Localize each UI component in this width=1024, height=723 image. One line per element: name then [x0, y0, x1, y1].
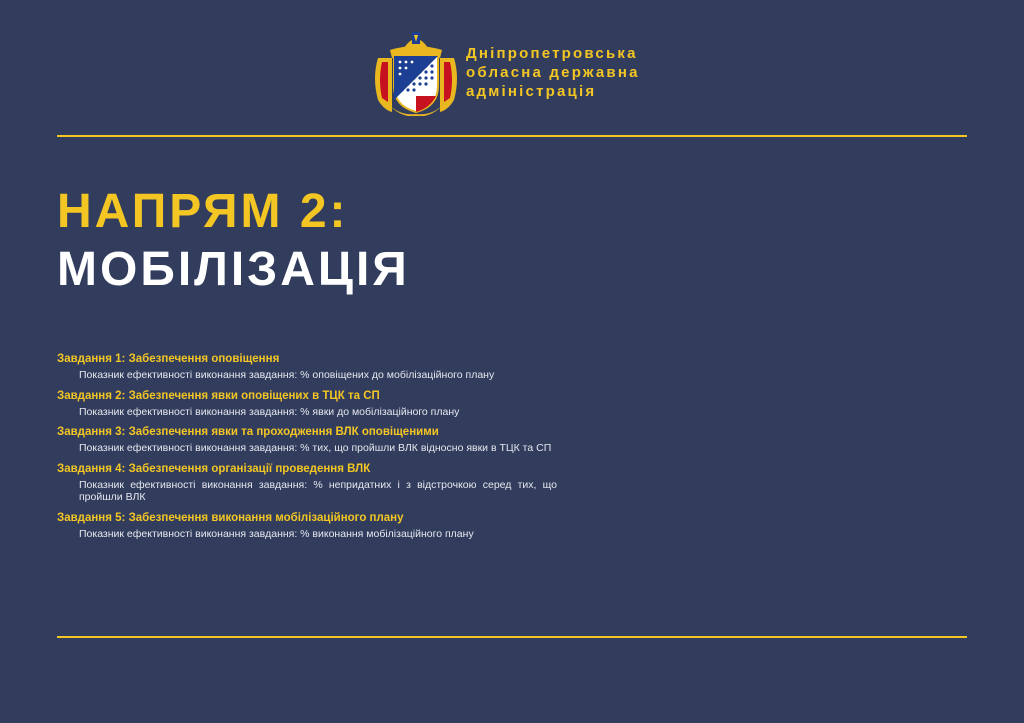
task-item: [57, 389, 557, 419]
task-title: Завдання 3: Забезпечення явки та проходження ВЛК оповіщеними: [57, 426, 439, 438]
organization-name-line-2: обласна державна: [466, 63, 640, 81]
organization-name-line-1: Дніпропетровська: [466, 44, 638, 62]
header: [370, 28, 640, 116]
task-description: Показник ефективності виконання завдання: % оповіщених до мобілізаційного плану: [79, 369, 495, 381]
task-title: Завдання 4: Забезпечення організації проведення ВЛК: [57, 462, 371, 475]
task-description: Показник ефективності виконання завдання: % виконання мобілізаційного плану: [79, 527, 474, 540]
task-description: Показник ефективності виконання завдання: % непридатних і з відстрочкою серед тих, що пройшли ВЛК: [79, 478, 557, 503]
title-topic: МОБІЛІЗАЦІЯ: [57, 243, 410, 296]
task-item: [57, 352, 557, 382]
page-title: [57, 183, 410, 299]
organization-name-line-3: адміністрація: [466, 82, 597, 100]
top-divider: [57, 135, 967, 137]
task-item: [57, 462, 557, 504]
task-item: [57, 511, 557, 541]
task-list: [57, 352, 557, 547]
task-description: Показник ефективності виконання завдання: % явки до мобілізаційного плану: [79, 405, 460, 418]
organization-name: [466, 44, 640, 101]
task-title: Завдання 1: Забезпечення оповіщення: [57, 353, 280, 365]
task-description: Показник ефективності виконання завдання: % тих, що пройшли ВЛК відносно явки в ТЦК та СП: [79, 442, 552, 454]
task-title: Завдання 2: Забезпечення явки оповіщених в ТЦК та СП: [57, 389, 380, 402]
task-title: Завдання 5: Забезпечення виконання мобілізаційного плану: [57, 511, 404, 524]
bottom-divider: [57, 636, 967, 638]
title-direction: НАПРЯМ 2:: [57, 185, 349, 238]
task-item: [57, 425, 557, 455]
coat-of-arms-icon: [370, 28, 462, 116]
